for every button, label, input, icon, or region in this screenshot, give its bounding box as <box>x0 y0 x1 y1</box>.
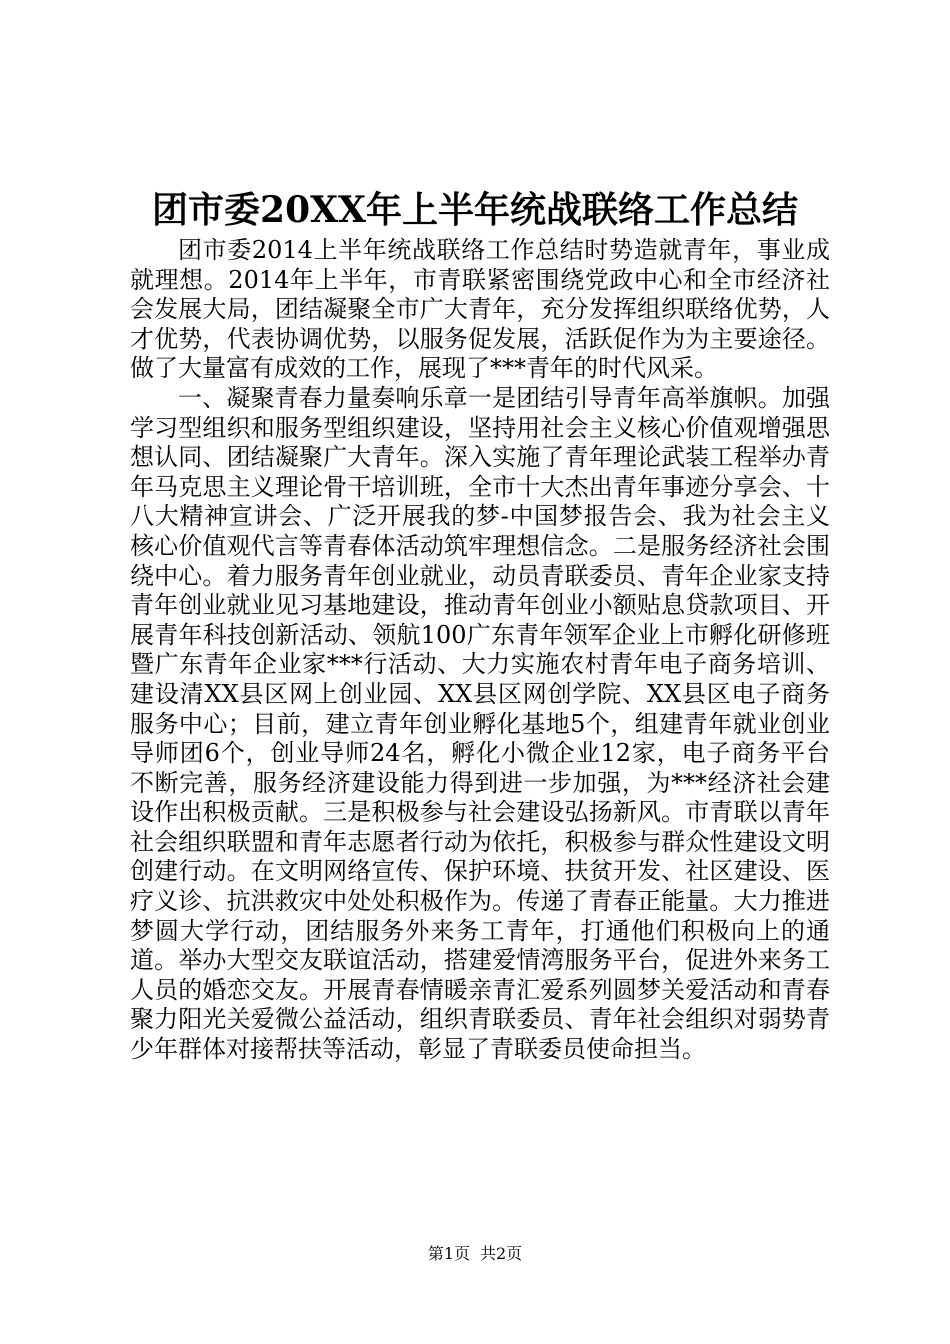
page-number: 第1页 <box>427 1244 470 1263</box>
page-total: 共2页 <box>480 1244 523 1263</box>
document-body <box>130 236 830 1065</box>
document-title: 团市委20XX年上半年统战联络工作总结 <box>152 189 798 231</box>
page-footer <box>0 1244 950 1264</box>
paragraph-intro: 团市委2014上半年统战联络工作总结时势造就青年，事业成就理想。2014年上半年，市青联紧密围绕党政中心和全市经济社会发展大局，团结凝聚全市广大青年，充分发挥组织联络优势，人才优势，代表协调优势，以服务促发展，活跃促作为为主要途径。做了大量富有成效的工作，展现了***青年的时代风采。 <box>130 236 830 383</box>
paragraph-section-one: 一、凝聚青春力量奏响乐章一是团结引导青年高举旗帜。加强学习型组织和服务型组织建设，坚持用社会主义核心价值观增强思想认同、团结凝聚广大青年。深入实施了青年理论武装工程举办青年马克思主义理论骨干培训班，全市十大杰出青年事迹分享会、十八大精神宣讲会、广泛开展我的梦-中国梦报告会、我为社会主义核心价值观代言等青春体活动筑牢理想信念。二是服务经济社会围绕中心。着力服务青年创业就业，动员青联委员、青年企业家支持青年创业就业见习基地建设，推动青年创业小额贴息贷款项目、开展青年科技创新活动、领航100广东青年领军企业上市孵化研修班暨广东青年企业家***行活动、大力实施农村青年电子商务培训、建设清XX县区网上创业园、XX县区网创学院、XX县区电子商务服务中心；目前，建立青年创业孵化基地5个，组建青年就业创业导师团6个，创业导师24名，孵化小微企业12家，电子商务平台不断完善，服务经济建设能力得到进一步加强，为***经济社会建设作出积极贡献。三是积极参与社会建设弘扬新风。市青联以青年社会组织联盟和青年志愿者行动为依托，积极参与群众性建设文明创建行动。在文明网络宣传、保护环境、扶贫开发、社区建设、医疗义诊、抗洪救灾中处处积极作为。传递了青春正能量。大力推进梦圆大学行动，团结服务外来务工青年，打通他们积极向上的通道。举办大型交友联谊活动，搭建爱情湾服务平台，促进外来务工人员的婚恋交友。开展青春情暖亲青汇爱系列圆梦关爱活动和青春聚力阳光关爱微公益活动，组织青联委员、青年社会组织对弱势青少年群体对接帮扶等活动，彰显了青联委员使命担当。 <box>130 383 830 1064</box>
